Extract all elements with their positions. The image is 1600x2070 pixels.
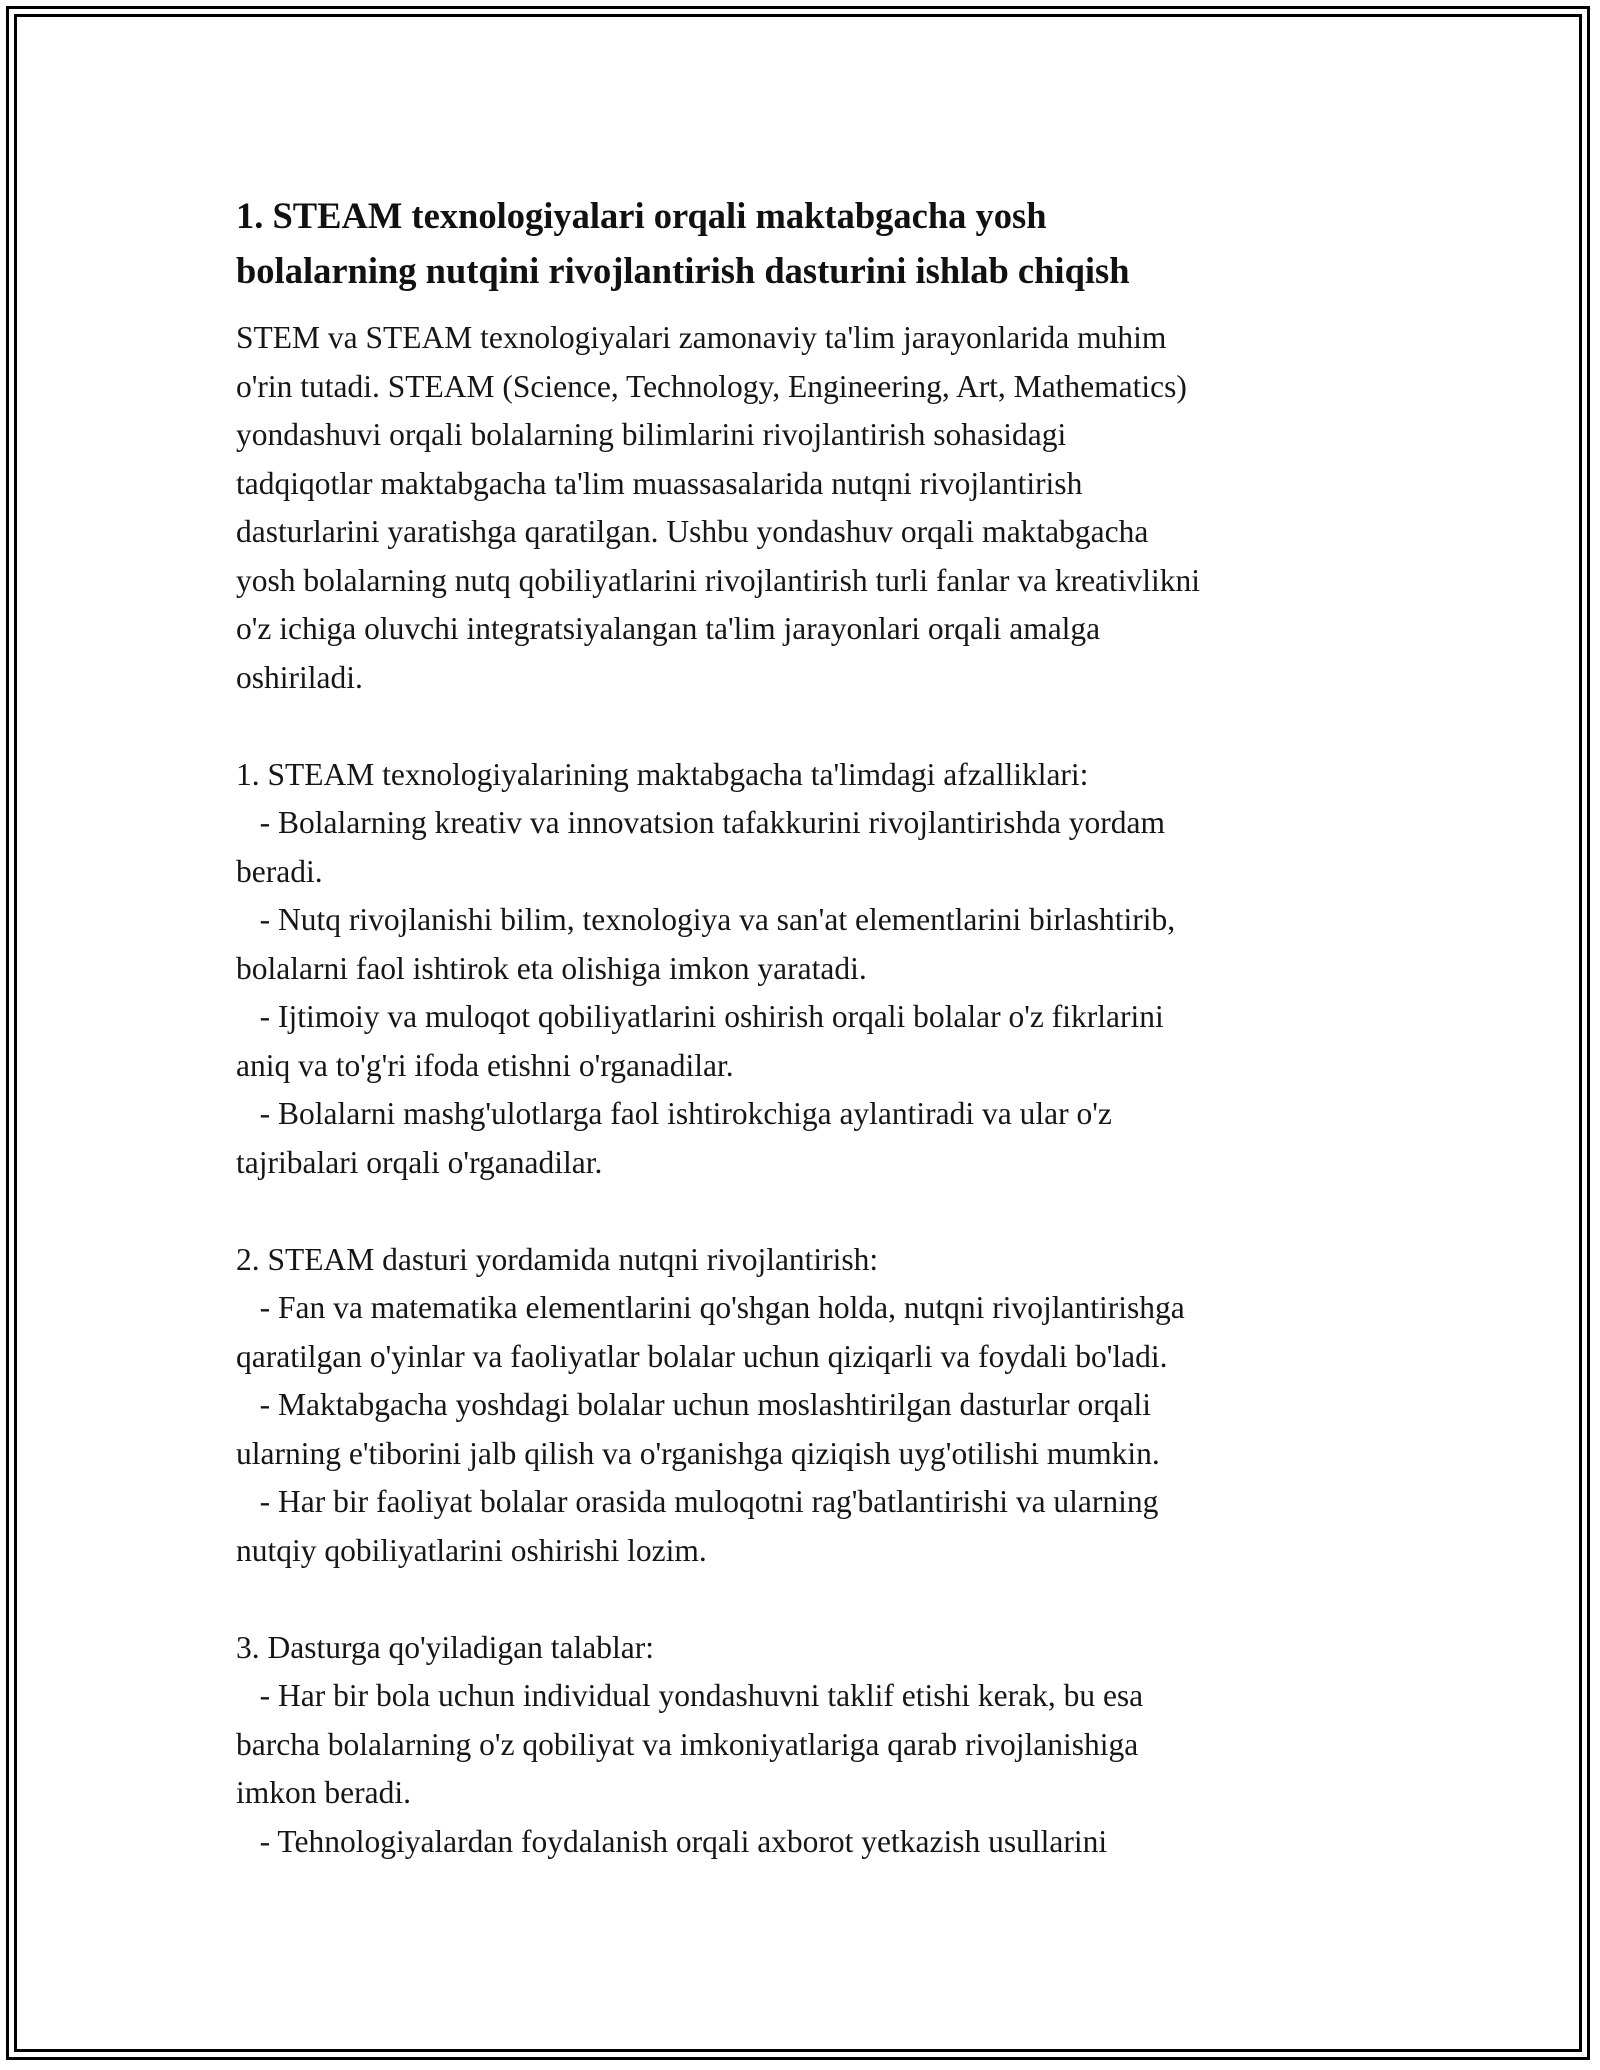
text-line: beradi. bbox=[236, 853, 323, 889]
text-line: - Bolalarning kreativ va innovatsion tafakkurini rivojlantirishda yordam bbox=[236, 805, 1166, 840]
text-line: - Fan va matematika elementlarini qo'shgan holda, nutqni rivojlantirishga bbox=[236, 1290, 1185, 1325]
text-line: oshiriladi. bbox=[236, 659, 363, 695]
text-line: tajribalari orqali o'rganadilar. bbox=[236, 1144, 603, 1180]
text-line: - Nutq rivojlanishi bilim, texnologiya va san'at elementlarini birlashtirib, bbox=[236, 902, 1176, 937]
text-line: - Har bir bola uchun individual yondashuvni taklif etishi kerak, bu esa bbox=[236, 1678, 1144, 1713]
text-line: aniq va to'g'ri ifoda etishni o'rganadilar. bbox=[236, 1047, 734, 1083]
text-line: tadqiqotlar maktabgacha ta'lim muassasalarida nutqni rivojlantirish bbox=[236, 465, 1083, 501]
section-title: 1. STEAM texnologiyalarining maktabgacha ta'limdagi afzalliklari: bbox=[236, 756, 1089, 792]
text-line: - Tehnologiyalardan foydalanish orqali axborot yetkazish usullarini bbox=[236, 1823, 1108, 1859]
text-line: bolalarni faol ishtirok eta olishiga imkon yaratadi. bbox=[236, 950, 867, 986]
text-line: ularning e'tiborini jalb qilish va o'rganishga qiziqish uyg'otilishi mumkin. bbox=[236, 1435, 1160, 1471]
heading-line: bolalarning nutqini rivojlantirish dasturini ishlab chiqish bbox=[236, 250, 1130, 291]
text-line: - Bolalarni mashg'ulotlarga faol ishtirokchiga aylantiradi va ular o'z bbox=[236, 1096, 1112, 1131]
section-title: 2. STEAM dasturi yordamida nutqni rivojlantirish: bbox=[236, 1241, 879, 1277]
text-line: qaratilgan o'yinlar va faoliyatlar bolalar uchun qiziqarli va foydali bo'ladi. bbox=[236, 1338, 1168, 1374]
paragraph-gap bbox=[236, 702, 1376, 751]
document-body bbox=[236, 188, 1376, 1866]
text-line: imkon beradi. bbox=[236, 1775, 411, 1810]
text-line: o'z ichiga oluvchi integratsiyalangan ta'lim jarayonlari orqali amalga bbox=[236, 611, 1101, 646]
document-heading bbox=[236, 188, 1376, 298]
section-3 bbox=[236, 1624, 1376, 1867]
text-line: STEM va STEAM texnologiyalari zamonaviy ta'lim jarayonlarida muhim bbox=[236, 320, 1167, 355]
section-title: 3. Dasturga qo'yiladigan talablar: bbox=[236, 1629, 654, 1665]
paragraph-gap bbox=[236, 1187, 1376, 1236]
text-line: nutqiy qobiliyatlarini oshirishi lozim. bbox=[236, 1532, 707, 1568]
heading-line: 1. STEAM texnologiyalari orqali maktabgacha yosh bbox=[236, 195, 1047, 236]
text-line: o'rin tutadi. STEAM (Science, Technology, Engineering, Art, Mathematics) bbox=[236, 368, 1187, 404]
text-line: barcha bolalarning o'z qobiliyat va imkoniyatlariga qarab rivojlanishiga bbox=[236, 1726, 1139, 1762]
text-line: yosh bolalarning nutq qobiliyatlarini rivojlantirish turli fanlar va kreativlikni bbox=[236, 562, 1201, 598]
text-line: - Maktabgacha yoshdagi bolalar uchun moslashtirilgan dasturlar orqali bbox=[236, 1387, 1151, 1422]
section-1 bbox=[236, 751, 1376, 1188]
section-2 bbox=[236, 1236, 1376, 1576]
text-line: dasturlarini yaratishga qaratilgan. Ushbu yondashuv orqali maktabgacha bbox=[236, 514, 1149, 549]
text-line: yondashuvi orqali bolalarning bilimlarini rivojlantirish sohasidagi bbox=[236, 417, 1067, 452]
paragraph-gap bbox=[236, 1575, 1376, 1624]
text-line: - Ijtimoiy va muloqot qobiliyatlarini oshirish orqali bolalar o'z fikrlarini bbox=[236, 999, 1164, 1034]
intro-paragraph bbox=[236, 314, 1376, 702]
text-line: - Har bir faoliyat bolalar orasida muloqotni rag'batlantirishi va ularning bbox=[236, 1484, 1159, 1519]
